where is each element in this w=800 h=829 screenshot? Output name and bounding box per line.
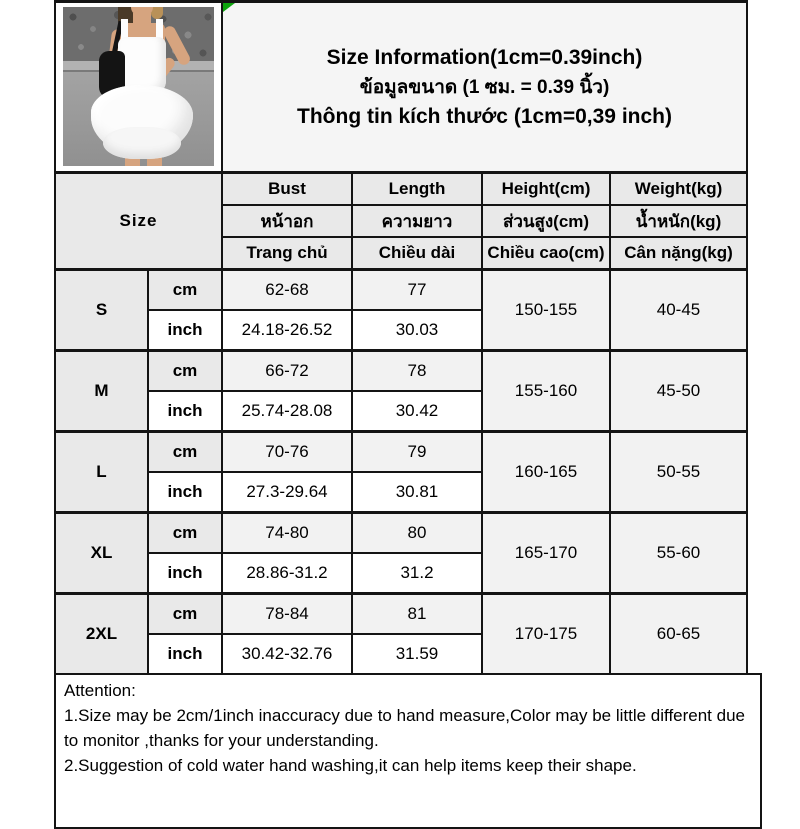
col-header-length-vi: Chiều dài xyxy=(352,237,482,270)
size-cell: XL xyxy=(55,513,148,594)
bust-cm-value: 66-72 xyxy=(222,351,352,392)
attention-notes xyxy=(54,673,762,829)
height-value: 160-165 xyxy=(482,432,610,513)
col-header-bust-en: Bust xyxy=(222,173,352,206)
table-row-l-cm xyxy=(55,432,747,473)
col-header-height-en: Height(cm) xyxy=(482,173,610,206)
weight-value: 40-45 xyxy=(610,270,747,351)
size-chart-sheet xyxy=(54,0,746,829)
bust-cm-value: 74-80 xyxy=(222,513,352,554)
bust-cm-value: 70-76 xyxy=(222,432,352,473)
unit-cm-label: cm xyxy=(148,270,222,311)
height-value: 155-160 xyxy=(482,351,610,432)
height-value: 165-170 xyxy=(482,513,610,594)
weight-value: 45-50 xyxy=(610,351,747,432)
size-cell: M xyxy=(55,351,148,432)
product-photo-cell xyxy=(55,2,222,173)
col-header-bust-th: หน้าอก xyxy=(222,205,352,237)
col-header-bust-vi: Trang chủ xyxy=(222,237,352,270)
unit-cm-label: cm xyxy=(148,513,222,554)
bust-cm-value: 62-68 xyxy=(222,270,352,311)
title-vietnamese: Thông tin kích thước (1cm=0,39 inch) xyxy=(297,104,672,128)
title-thai: ข้อมูลขนาด (1 ซม. = 0.39 นิ้ว) xyxy=(359,76,610,98)
unit-inch-label: inch xyxy=(148,310,222,351)
size-table xyxy=(54,0,748,675)
col-header-height-th: ส่วนสูง(cm) xyxy=(482,205,610,237)
size-cell: L xyxy=(55,432,148,513)
weight-value: 55-60 xyxy=(610,513,747,594)
col-header-length-en: Length xyxy=(352,173,482,206)
length-cm-value: 80 xyxy=(352,513,482,554)
length-inch-value: 30.81 xyxy=(352,472,482,513)
attention-note-2: 2.Suggestion of cold water hand washing,it can help items keep their shape. xyxy=(64,756,637,775)
product-photo xyxy=(63,7,214,166)
col-header-weight-en: Weight(kg) xyxy=(610,173,747,206)
bust-inch-value: 25.74-28.08 xyxy=(222,391,352,432)
col-header-weight-th: น้ำหนัก(kg) xyxy=(610,205,747,237)
col-header-height-vi: Chiều cao(cm) xyxy=(482,237,610,270)
unit-cm-label: cm xyxy=(148,351,222,392)
header-top-row xyxy=(55,2,747,173)
unit-inch-label: inch xyxy=(148,553,222,594)
unit-inch-label: inch xyxy=(148,634,222,674)
table-row-m-cm xyxy=(55,351,747,392)
unit-inch-label: inch xyxy=(148,391,222,432)
height-value: 150-155 xyxy=(482,270,610,351)
size-header: Size xyxy=(55,173,222,270)
attention-note-1: 1.Size may be 2cm/1inch inaccuracy due to hand measure,Color may be little different due to monitor ,thanks for your understanding. xyxy=(64,706,745,750)
length-inch-value: 31.59 xyxy=(352,634,482,674)
height-value: 170-175 xyxy=(482,594,610,675)
table-row-s-cm xyxy=(55,270,747,311)
unit-cm-label: cm xyxy=(148,432,222,473)
size-cell: 2XL xyxy=(55,594,148,675)
length-inch-value: 31.2 xyxy=(352,553,482,594)
col-header-weight-vi: Cân nặng(kg) xyxy=(610,237,747,270)
bust-cm-value: 78-84 xyxy=(222,594,352,635)
length-cm-value: 78 xyxy=(352,351,482,392)
weight-value: 60-65 xyxy=(610,594,747,675)
length-cm-value: 79 xyxy=(352,432,482,473)
length-cm-value: 77 xyxy=(352,270,482,311)
weight-value: 50-55 xyxy=(610,432,747,513)
bust-inch-value: 28.86-31.2 xyxy=(222,553,352,594)
length-cm-value: 81 xyxy=(352,594,482,635)
attention-heading: Attention: xyxy=(64,681,136,700)
green-corner-marker xyxy=(223,3,235,12)
title-english: Size Information(1cm=0.39inch) xyxy=(326,45,643,69)
size-information-title-cell xyxy=(222,2,747,173)
length-inch-value: 30.03 xyxy=(352,310,482,351)
column-header-row-english xyxy=(55,173,747,206)
table-row-xl-cm xyxy=(55,513,747,554)
bust-inch-value: 27.3-29.64 xyxy=(222,472,352,513)
length-inch-value: 30.42 xyxy=(352,391,482,432)
bust-inch-value: 30.42-32.76 xyxy=(222,634,352,674)
unit-inch-label: inch xyxy=(148,472,222,513)
table-row-2xl-cm xyxy=(55,594,747,635)
col-header-length-th: ความยาว xyxy=(352,205,482,237)
size-cell: S xyxy=(55,270,148,351)
unit-cm-label: cm xyxy=(148,594,222,635)
bust-inch-value: 24.18-26.52 xyxy=(222,310,352,351)
